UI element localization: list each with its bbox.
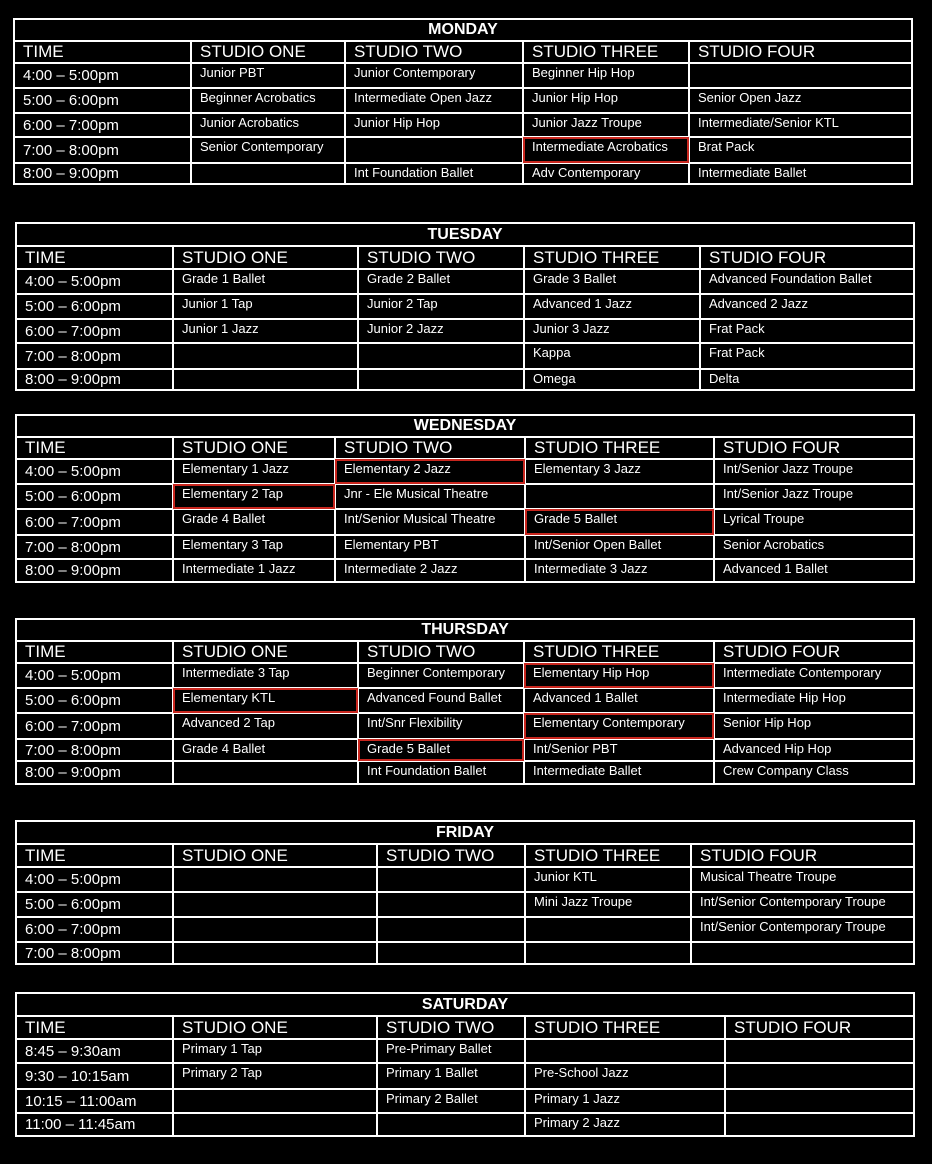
schedule-table (15, 414, 915, 583)
class-cell: Advanced Found Ballet (358, 688, 524, 713)
class-cell: Junior KTL (525, 867, 691, 892)
class-cell: Mini Jazz Troupe (525, 892, 691, 917)
class-cell (173, 867, 377, 892)
class-cell: Junior PBT (191, 63, 345, 88)
class-cell: Junior 2 Tap (358, 294, 524, 319)
class-cell (725, 1063, 914, 1089)
table-row (16, 688, 914, 713)
class-cell: Intermediate Ballet (689, 163, 912, 184)
class-cell: Int Foundation Ballet (345, 163, 523, 184)
class-cell: Primary 2 Tap (173, 1063, 377, 1089)
class-cell (689, 63, 912, 88)
column-header-studio-four: STUDIO FOUR (689, 41, 912, 63)
column-header-studio-four: STUDIO FOUR (714, 641, 914, 663)
class-cell: Senior Acrobatics (714, 535, 914, 559)
column-header-studio-one: STUDIO ONE (173, 437, 335, 459)
table-row (16, 509, 914, 535)
class-cell-highlighted: Intermediate Acrobatics (523, 137, 689, 163)
class-cell (173, 1089, 377, 1113)
table-row (16, 761, 914, 784)
class-cell: Beginner Hip Hop (523, 63, 689, 88)
class-cell: Junior Contemporary (345, 63, 523, 88)
class-cell: Pre-Primary Ballet (377, 1039, 525, 1063)
class-cell: Junior Jazz Troupe (523, 113, 689, 137)
time-slot: 9:30 – 10:15am (16, 1063, 173, 1089)
class-cell: Kappa (524, 343, 700, 369)
class-cell: Frat Pack (700, 343, 914, 369)
column-header-studio-four: STUDIO FOUR (691, 844, 914, 867)
day-title: SATURDAY (16, 993, 914, 1016)
class-cell: Advanced 2 Jazz (700, 294, 914, 319)
table-row (16, 343, 914, 369)
class-cell: Intermediate Ballet (524, 761, 714, 784)
time-slot: 4:00 – 5:00pm (14, 63, 191, 88)
class-cell: Intermediate 3 Jazz (525, 559, 714, 582)
column-header-studio-one: STUDIO ONE (173, 844, 377, 867)
class-cell: Junior 2 Jazz (358, 319, 524, 343)
class-cell (377, 917, 525, 942)
time-slot: 4:00 – 5:00pm (16, 867, 173, 892)
class-cell: Senior Contemporary (191, 137, 345, 163)
class-cell: Int/Senior Jazz Troupe (714, 484, 914, 509)
schedule-saturday (15, 992, 913, 1137)
class-cell: Advanced 1 Ballet (714, 559, 914, 582)
schedule-wednesday (15, 414, 913, 583)
column-header-studio-two: STUDIO TWO (358, 246, 524, 269)
class-cell: Int/Senior Musical Theatre (335, 509, 525, 535)
class-cell: Intermediate 2 Jazz (335, 559, 525, 582)
class-cell: Beginner Contemporary (358, 663, 524, 688)
time-slot: 6:00 – 7:00pm (14, 113, 191, 137)
time-slot: 7:00 – 8:00pm (16, 739, 173, 761)
class-cell-highlighted: Elementary Contemporary (524, 713, 714, 739)
time-slot: 8:45 – 9:30am (16, 1039, 173, 1063)
column-header-studio-two: STUDIO TWO (358, 641, 524, 663)
class-cell: Advanced 2 Tap (173, 713, 358, 739)
class-cell: Primary 1 Ballet (377, 1063, 525, 1089)
table-row (14, 113, 912, 137)
time-slot: 5:00 – 6:00pm (16, 688, 173, 713)
time-slot: 7:00 – 8:00pm (14, 137, 191, 163)
column-header-studio-one: STUDIO ONE (173, 246, 358, 269)
schedule-tuesday (15, 222, 913, 391)
column-header-studio-three: STUDIO THREE (525, 1016, 725, 1039)
time-slot: 5:00 – 6:00pm (14, 88, 191, 113)
class-cell: Advanced 1 Ballet (524, 688, 714, 713)
time-slot: 4:00 – 5:00pm (16, 269, 173, 294)
class-cell: Grade 4 Ballet (173, 509, 335, 535)
class-cell: Lyrical Troupe (714, 509, 914, 535)
class-cell: Junior 3 Jazz (524, 319, 700, 343)
table-row (14, 88, 912, 113)
column-header-studio-three: STUDIO THREE (524, 246, 700, 269)
class-cell: Int/Senior Contemporary Troupe (691, 917, 914, 942)
class-cell: Intermediate Open Jazz (345, 88, 523, 113)
class-cell (377, 892, 525, 917)
class-cell: Delta (700, 369, 914, 390)
class-cell: Primary 1 Jazz (525, 1089, 725, 1113)
class-cell: Primary 1 Tap (173, 1039, 377, 1063)
class-cell: Crew Company Class (714, 761, 914, 784)
class-cell: Grade 3 Ballet (524, 269, 700, 294)
class-cell (173, 892, 377, 917)
schedule-table (15, 618, 915, 785)
class-cell (173, 1113, 377, 1136)
column-header-time: TIME (14, 41, 191, 63)
time-slot: 4:00 – 5:00pm (16, 459, 173, 484)
class-cell (377, 867, 525, 892)
day-title: FRIDAY (16, 821, 914, 844)
class-cell-highlighted: Grade 5 Ballet (358, 739, 524, 761)
class-cell: Omega (524, 369, 700, 390)
schedule-table (13, 18, 913, 185)
table-row (14, 163, 912, 184)
time-slot: 6:00 – 7:00pm (16, 509, 173, 535)
time-slot: 11:00 – 11:45am (16, 1113, 173, 1136)
class-cell-highlighted: Grade 5 Ballet (525, 509, 714, 535)
class-cell (525, 1039, 725, 1063)
class-cell: Intermediate Contemporary (714, 663, 914, 688)
class-cell-highlighted: Elementary KTL (173, 688, 358, 713)
time-slot: 8:00 – 9:00pm (14, 163, 191, 184)
table-row (16, 484, 914, 509)
class-cell (377, 1113, 525, 1136)
column-header-studio-two: STUDIO TWO (377, 844, 525, 867)
class-cell (525, 917, 691, 942)
schedule-monday (13, 18, 911, 185)
column-header-time: TIME (16, 437, 173, 459)
class-cell: Junior Hip Hop (523, 88, 689, 113)
table-row (16, 867, 914, 892)
day-title: THURSDAY (16, 619, 914, 641)
time-slot: 10:15 – 11:00am (16, 1089, 173, 1113)
day-title: MONDAY (14, 19, 912, 41)
class-cell (173, 942, 377, 964)
table-row (16, 535, 914, 559)
column-header-studio-three: STUDIO THREE (523, 41, 689, 63)
class-cell (173, 369, 358, 390)
class-cell: Grade 4 Ballet (173, 739, 358, 761)
table-row (14, 63, 912, 88)
class-cell: Primary 2 Ballet (377, 1089, 525, 1113)
class-cell: Junior Acrobatics (191, 113, 345, 137)
schedule-table (15, 992, 915, 1137)
class-cell: Grade 1 Ballet (173, 269, 358, 294)
class-cell: Intermediate/Senior KTL (689, 113, 912, 137)
schedule-table (15, 222, 915, 391)
class-cell: Intermediate 1 Jazz (173, 559, 335, 582)
class-cell: Int/Senior Open Ballet (525, 535, 714, 559)
schedule-friday (15, 820, 913, 965)
table-row (16, 942, 914, 964)
table-row (16, 1063, 914, 1089)
column-header-studio-two: STUDIO TWO (345, 41, 523, 63)
class-cell: Advanced Hip Hop (714, 739, 914, 761)
column-header-studio-four: STUDIO FOUR (700, 246, 914, 269)
class-cell-highlighted: Elementary Hip Hop (524, 663, 714, 688)
time-slot: 8:00 – 9:00pm (16, 761, 173, 784)
table-row (14, 137, 912, 163)
class-cell: Advanced Foundation Ballet (700, 269, 914, 294)
table-row (16, 559, 914, 582)
time-slot: 5:00 – 6:00pm (16, 484, 173, 509)
class-cell (691, 942, 914, 964)
table-row (16, 917, 914, 942)
column-header-time: TIME (16, 641, 173, 663)
column-header-studio-four: STUDIO FOUR (725, 1016, 914, 1039)
class-cell: Beginner Acrobatics (191, 88, 345, 113)
class-cell: Adv Contemporary (523, 163, 689, 184)
time-slot: 7:00 – 8:00pm (16, 343, 173, 369)
table-row (16, 269, 914, 294)
time-slot: 8:00 – 9:00pm (16, 369, 173, 390)
class-cell: Elementary PBT (335, 535, 525, 559)
table-row (16, 663, 914, 688)
time-slot: 6:00 – 7:00pm (16, 713, 173, 739)
time-slot: 5:00 – 6:00pm (16, 294, 173, 319)
class-cell: Junior 1 Tap (173, 294, 358, 319)
class-cell: Frat Pack (700, 319, 914, 343)
table-row (16, 369, 914, 390)
table-row (16, 892, 914, 917)
class-cell-highlighted: Elementary 2 Tap (173, 484, 335, 509)
class-cell: Intermediate Hip Hop (714, 688, 914, 713)
class-cell (191, 163, 345, 184)
column-header-studio-three: STUDIO THREE (525, 844, 691, 867)
class-cell (345, 137, 523, 163)
time-slot: 4:00 – 5:00pm (16, 663, 173, 688)
table-row (16, 1039, 914, 1063)
day-title: TUESDAY (16, 223, 914, 246)
class-cell: Brat Pack (689, 137, 912, 163)
column-header-studio-two: STUDIO TWO (335, 437, 525, 459)
class-cell (358, 369, 524, 390)
class-cell (725, 1113, 914, 1136)
table-row (16, 459, 914, 484)
schedule-table (15, 820, 915, 965)
schedule-thursday (15, 618, 913, 785)
table-row (16, 739, 914, 761)
time-slot: 6:00 – 7:00pm (16, 917, 173, 942)
class-cell: Junior Hip Hop (345, 113, 523, 137)
class-cell: Elementary 1 Jazz (173, 459, 335, 484)
class-cell (173, 343, 358, 369)
class-cell: Jnr - Ele Musical Theatre (335, 484, 525, 509)
column-header-studio-three: STUDIO THREE (525, 437, 714, 459)
class-cell: Junior 1 Jazz (173, 319, 358, 343)
class-cell (173, 761, 358, 784)
column-header-studio-three: STUDIO THREE (524, 641, 714, 663)
time-slot: 8:00 – 9:00pm (16, 559, 173, 582)
table-row (16, 713, 914, 739)
table-row (16, 1089, 914, 1113)
class-cell: Int/Snr Flexibility (358, 713, 524, 739)
column-header-studio-one: STUDIO ONE (173, 641, 358, 663)
time-slot: 7:00 – 8:00pm (16, 942, 173, 964)
column-header-time: TIME (16, 1016, 173, 1039)
class-cell: Int/Senior Contemporary Troupe (691, 892, 914, 917)
class-cell: Advanced 1 Jazz (524, 294, 700, 319)
column-header-studio-one: STUDIO ONE (191, 41, 345, 63)
class-cell (525, 942, 691, 964)
class-cell (725, 1039, 914, 1063)
class-cell: Elementary 3 Tap (173, 535, 335, 559)
time-slot: 7:00 – 8:00pm (16, 535, 173, 559)
class-cell (725, 1089, 914, 1113)
class-cell (377, 942, 525, 964)
class-cell (173, 917, 377, 942)
class-cell: Primary 2 Jazz (525, 1113, 725, 1136)
column-header-time: TIME (16, 844, 173, 867)
column-header-time: TIME (16, 246, 173, 269)
class-cell: Int/Senior Jazz Troupe (714, 459, 914, 484)
class-cell: Pre-School Jazz (525, 1063, 725, 1089)
class-cell-highlighted: Elementary 2 Jazz (335, 459, 525, 484)
column-header-studio-four: STUDIO FOUR (714, 437, 914, 459)
day-title: WEDNESDAY (16, 415, 914, 437)
class-cell: Int Foundation Ballet (358, 761, 524, 784)
class-cell: Grade 2 Ballet (358, 269, 524, 294)
table-row (16, 294, 914, 319)
column-header-studio-two: STUDIO TWO (377, 1016, 525, 1039)
class-cell: Intermediate 3 Tap (173, 663, 358, 688)
class-cell: Elementary 3 Jazz (525, 459, 714, 484)
table-row (16, 319, 914, 343)
time-slot: 6:00 – 7:00pm (16, 319, 173, 343)
table-row (16, 1113, 914, 1136)
class-cell (358, 343, 524, 369)
class-cell: Senior Open Jazz (689, 88, 912, 113)
time-slot: 5:00 – 6:00pm (16, 892, 173, 917)
class-cell (525, 484, 714, 509)
class-cell: Senior Hip Hop (714, 713, 914, 739)
class-cell: Int/Senior PBT (524, 739, 714, 761)
class-cell: Musical Theatre Troupe (691, 867, 914, 892)
column-header-studio-one: STUDIO ONE (173, 1016, 377, 1039)
